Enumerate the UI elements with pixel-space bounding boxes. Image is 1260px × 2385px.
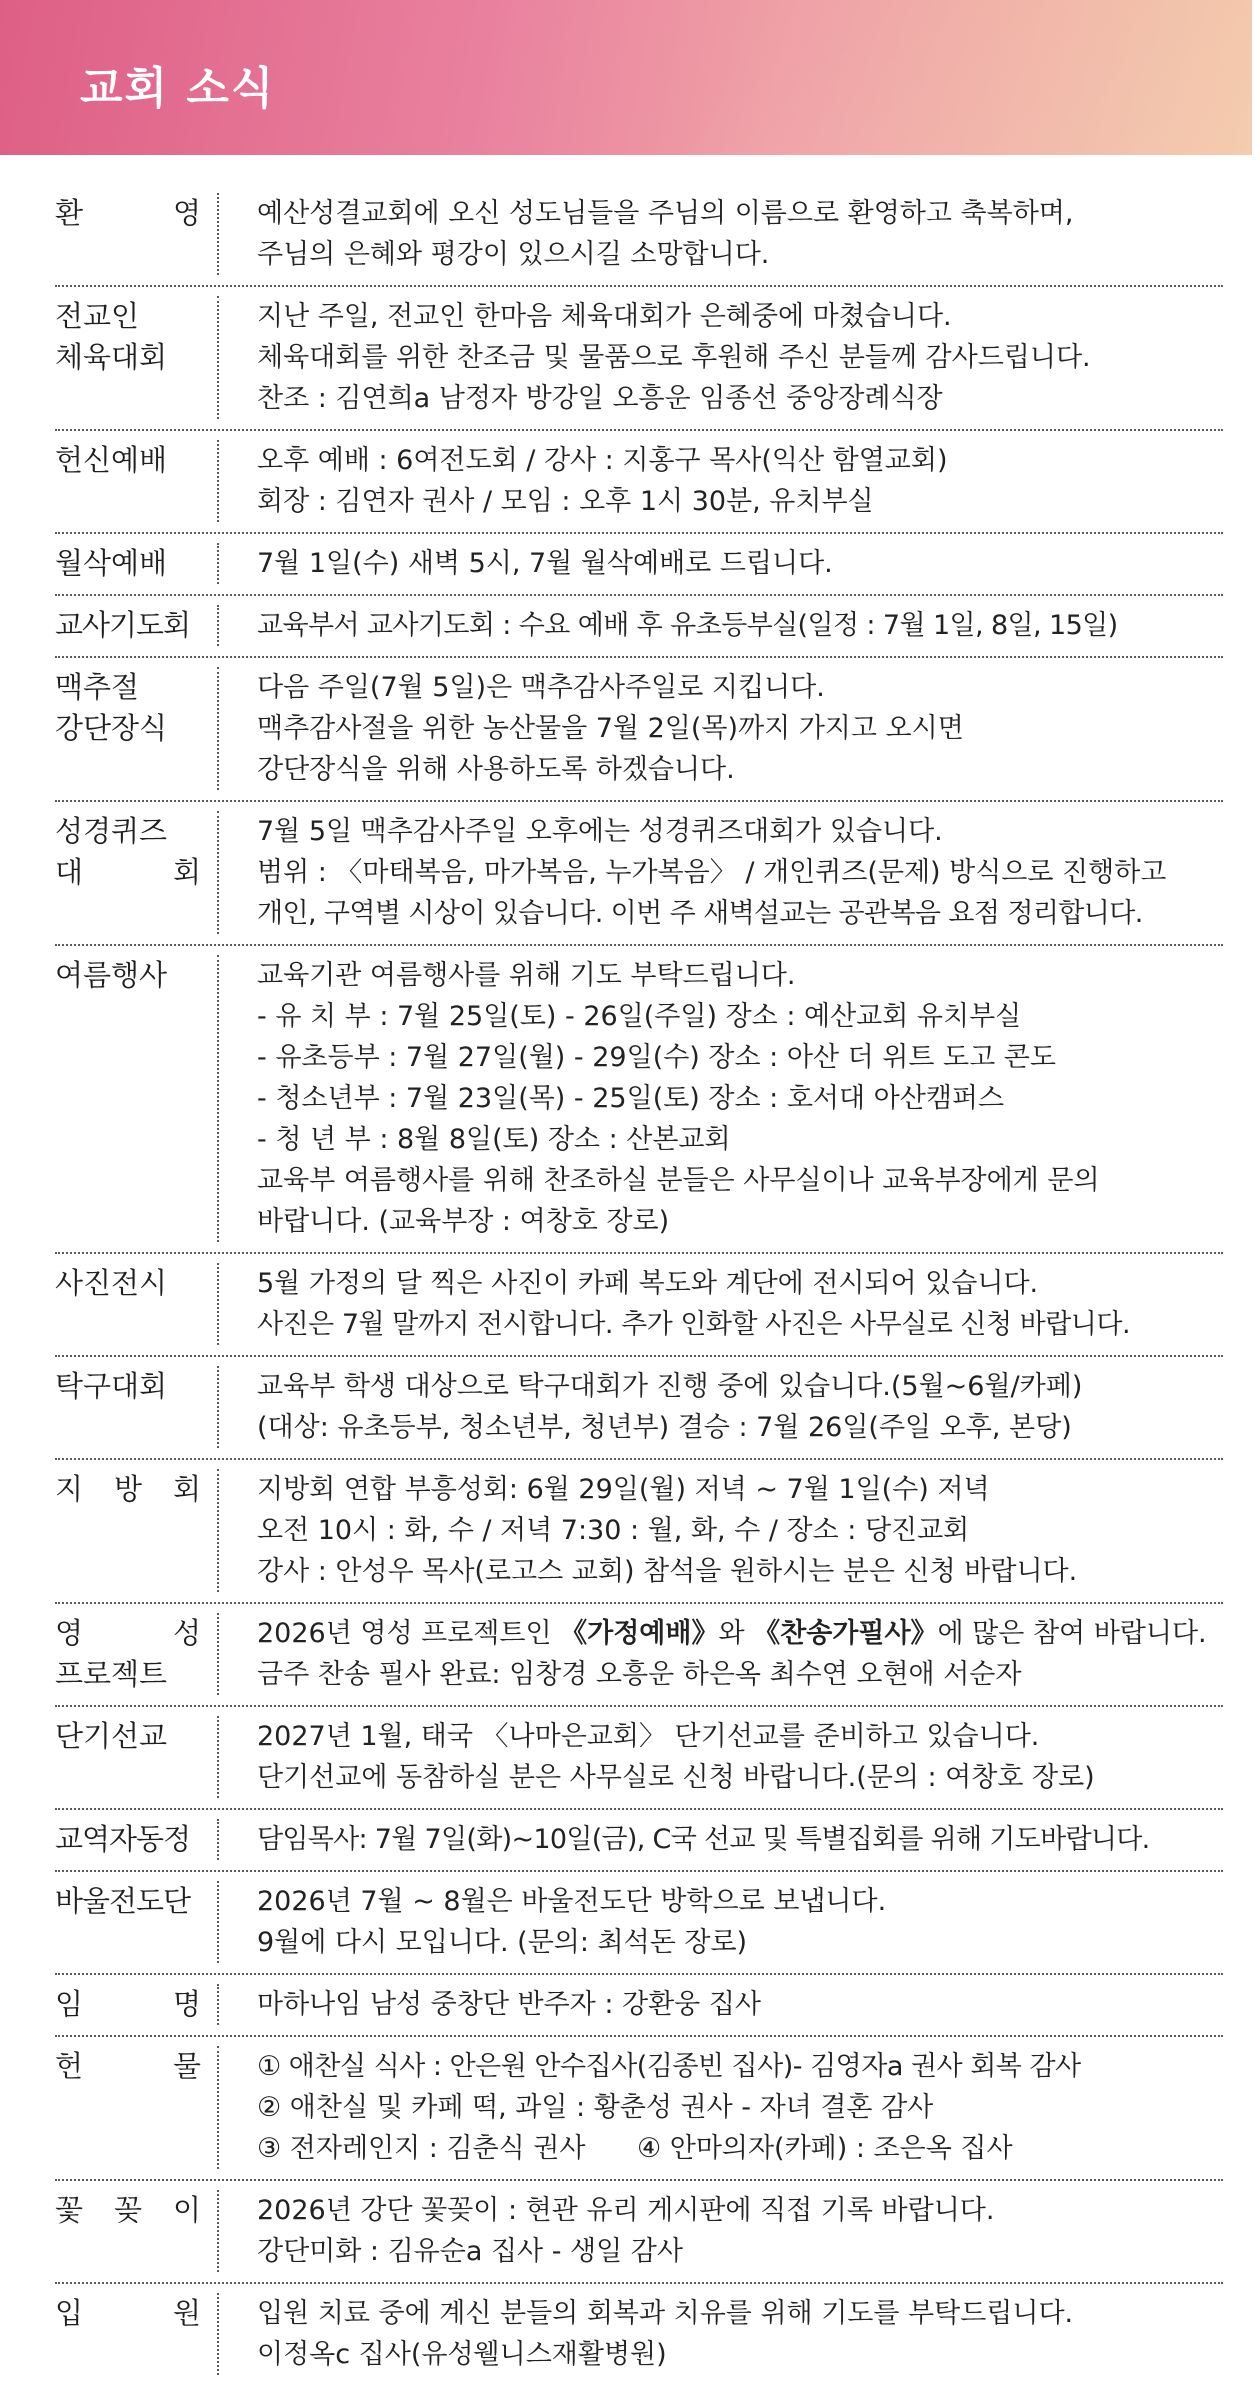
news-body: 교육부서 교사기도회 : 수요 예배 후 유초등부실(일정 : 7월 1일, 8일, 15일) — [257, 610, 1118, 641]
page-title: 교회 소식 — [80, 63, 276, 114]
news-item-hospitalized — [55, 2284, 1223, 2385]
news-label: 임 명 — [55, 1984, 219, 2025]
news-item-pastor-schedule — [55, 1810, 1223, 1872]
news-item-short-term-mission — [55, 1707, 1223, 1810]
news-item-paul-evangelism — [55, 1872, 1223, 1975]
news-label: 교역자동정 — [55, 1819, 219, 1860]
news-body: 지난 주일, 전교인 한마음 체육대회가 은혜중에 마쳤습니다. 체육대회를 위한 찬조금 및 물품으로 후원해 주신 분들께 감사드립니다. 찬조 : 김연희a 남정자 방강일 오흥운 임종선 중앙장례식장 — [257, 301, 1091, 414]
news-item-spiritual-project — [55, 1604, 1223, 1707]
news-body: 7월 5일 맥추감사주일 오후에는 성경퀴즈대회가 있습니다. 범위 : 〈마태복음, 마가복음, 누가복음〉 / 개인퀴즈(문제) 방식으로 진행하고 개인, 구역별 시상이 있습니다. 이번 주 새벽설교는 공관복음 요점 정리합니다. — [257, 816, 1167, 929]
news-body: 교육부 학생 대상으로 탁구대회가 진행 중에 있습니다.(5월~6월/카페) (대상: 유초등부, 청소년부, 청년부) 결승 : 7월 26일(주일 오후, 본당) — [257, 1371, 1083, 1443]
news-item-dedication-service — [55, 431, 1223, 534]
news-label: 지 방 회 — [55, 1469, 219, 1592]
news-label: 헌신예배 — [55, 440, 219, 522]
news-item-district-assembly — [55, 1460, 1223, 1604]
news-body: ① 애찬실 식사 : 안은원 안수집사(김종빈 집사)- 김영자a 권사 회복 감사 ② 애찬실 및 카페 떡, 과일 : 황춘성 권사 - 자녀 결혼 감사 ③ 전자레인지 : 김춘식 권사 ④ 안마의자(카페) : 조은옥 집사 — [257, 2051, 1081, 2164]
news-label: 헌 물 — [55, 2046, 219, 2169]
news-item-table-tennis — [55, 1357, 1223, 1460]
news-label: 사진전시 — [55, 1263, 219, 1345]
news-body: 담임목사: 7월 7일(화)~10일(금), C국 선교 및 특별집회를 위해 기도바랍니다. — [257, 1824, 1150, 1855]
news-list — [55, 184, 1223, 2385]
news-label: 교사기도회 — [55, 605, 219, 646]
news-item-summer-events — [55, 946, 1223, 1254]
news-item-welcome — [55, 184, 1223, 287]
news-item-appointment — [55, 1975, 1223, 2037]
news-body: 2026년 강단 꽃꽂이 : 현관 유리 게시판에 직접 기록 바랍니다. 강단미화 : 김유순a 집사 - 생일 감사 — [257, 2195, 995, 2267]
news-label: 단기선교 — [55, 1716, 219, 1798]
news-label: 꽃 꽂 이 — [55, 2190, 219, 2272]
news-label: 탁구대회 — [55, 1366, 219, 1448]
news-item-harvest-festival — [55, 658, 1223, 802]
news-label: 입 원 — [55, 2293, 219, 2375]
news-item-sports-day — [55, 287, 1223, 431]
news-label: 전교인 체육대회 — [55, 296, 219, 419]
news-label: 여름행사 — [55, 955, 219, 1242]
news-body: 7월 1일(수) 새벽 5시, 7월 월삭예배로 드립니다. — [257, 548, 833, 579]
news-label: 바울전도단 — [55, 1881, 219, 1963]
news-body: 마하나임 남성 중창단 반주자 : 강환웅 집사 — [257, 1989, 761, 2020]
news-body: 5월 가정의 달 찍은 사진이 카페 복도와 계단에 전시되어 있습니다. 사진은 7월 말까지 전시합니다. 추가 인화할 사진은 사무실로 신청 바랍니다. — [257, 1268, 1131, 1340]
news-body: 지방회 연합 부흥성회: 6월 29일(월) 저녁 ~ 7월 1일(수) 저녁 오전 10시 : 화, 수 / 저녁 7:30 : 월, 화, 수 / 장소 : 당진교회 강사 : 안성우 목사(로고스 교회) 참석을 원하시는 분은 신청 바랍니다. — [257, 1474, 1078, 1587]
news-item-flowers — [55, 2181, 1223, 2284]
news-body: 예산성결교회에 오신 성도님들을 주님의 이름으로 환영하고 축복하며, 주님의 은혜와 평강이 있으시길 소망합니다. — [257, 198, 1074, 270]
header-banner — [0, 0, 1252, 155]
news-label: 맥추절 강단장식 — [55, 667, 219, 790]
news-label: 영 성 프로젝트 — [55, 1613, 219, 1695]
news-body: 입원 치료 중에 계신 분들의 회복과 치유를 위해 기도를 부탁드립니다. 이정옥c 집사(유성웰니스재활병원) — [257, 2298, 1074, 2370]
news-body: 2027년 1월, 태국 〈나마은교회〉 단기선교를 준비하고 있습니다. 단기선교에 동참하실 분은 사무실로 신청 바랍니다.(문의 : 여창호 장로) — [257, 1721, 1095, 1793]
news-item-new-moon-service — [55, 534, 1223, 596]
news-item-teachers-prayer — [55, 596, 1223, 658]
news-label: 월삭예배 — [55, 543, 219, 584]
news-body: 2026년 7월 ~ 8월은 바울전도단 방학으로 보냅니다. 9월에 다시 모입니다. (문의: 최석돈 장로) — [257, 1886, 887, 1958]
news-body: 오후 예배 : 6여전도회 / 강사 : 지홍구 목사(익산 함열교회) 회장 : 김연자 권사 / 모임 : 오후 1시 30분, 유치부실 — [257, 445, 948, 517]
news-body: 교육기관 여름행사를 위해 기도 부탁드립니다. - 유 치 부 : 7월 25일(토) - 26일(주일) 장소 : 예산교회 유치부실 - 유초등부 : 7월 27일(월) - 29일(수) 장소 : 아산 더 위트 도고 콘도 - 청소년부 : 7월 23일(목) - 25일(토) 장소 : 호서대 아산캠퍼스 - 청 년 부 : 8월 8일(토) 장소 : 산본교회 교육부 여름행사를 위해 찬조하실 분들은 사무실이나 교육부장에게 문의 바랍니다. (교육부장 : 여창호 장로) — [257, 960, 1100, 1237]
news-item-photo-exhibit — [55, 1254, 1223, 1357]
news-body: 2026년 영성 프로젝트인 《가정예배》와 《찬송가필사》에 많은 참여 바랍니다. 금주 찬송 필사 완료: 임창경 오흥운 하은옥 최수연 오현애 서순자 — [257, 1618, 1207, 1690]
news-body: 다음 주일(7월 5일)은 맥추감사주일로 지킵니다. 맥추감사절을 위한 농산물을 7월 2일(목)까지 가지고 오시면 강단장식을 위해 사용하도록 하겠습니다. — [257, 672, 964, 785]
news-label: 환 영 — [55, 193, 219, 275]
news-label: 성경퀴즈 대 회 — [55, 811, 219, 934]
news-item-bible-quiz — [55, 802, 1223, 946]
news-item-offerings — [55, 2037, 1223, 2181]
